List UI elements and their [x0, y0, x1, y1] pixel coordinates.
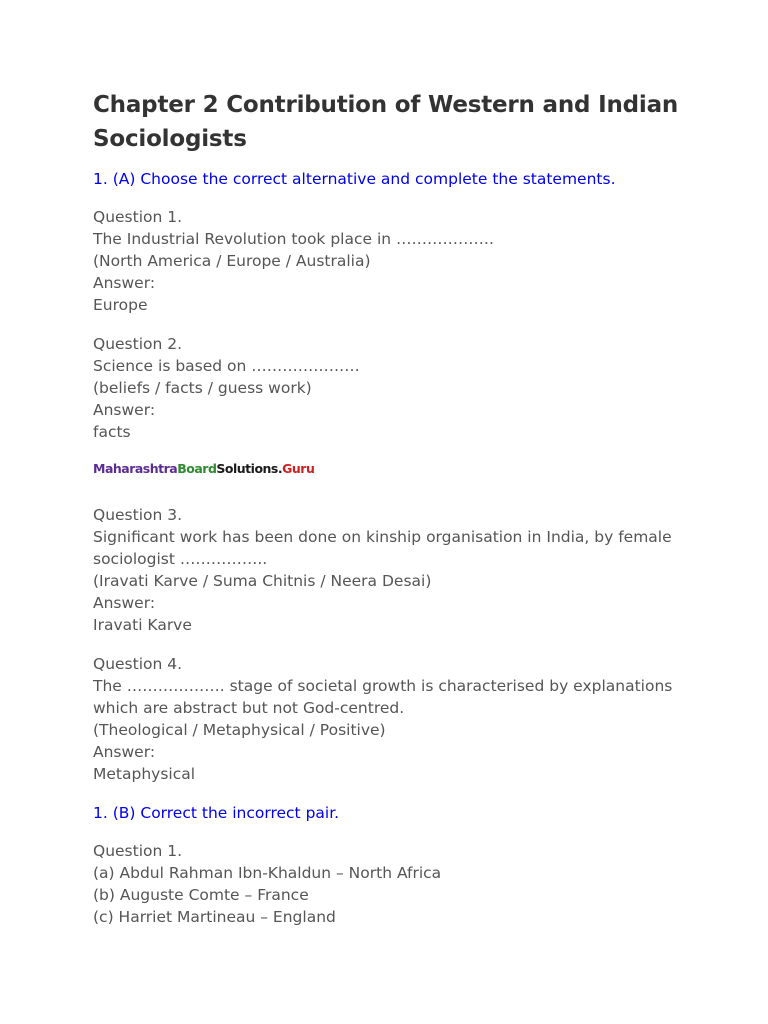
question-label: Question 2.: [93, 335, 183, 353]
question-options: (North America / Europe / Australia): [93, 252, 371, 270]
answer-text: Europe: [93, 296, 148, 314]
answer-text: Iravati Karve: [93, 616, 192, 634]
question-label: Question 1.: [93, 208, 183, 226]
question-label: Question 1.: [93, 842, 183, 860]
answer-label: Answer:: [93, 401, 156, 419]
question-block-b1: [93, 840, 693, 928]
question-text: Significant work has been done on kinship organisation in India, by female: [93, 528, 672, 546]
brand-logo: [93, 460, 693, 478]
question-label: Question 3.: [93, 506, 183, 524]
article: [93, 88, 693, 945]
pair-item: (b) Auguste Comte – France: [93, 886, 309, 904]
question-text: sociologist ……………..: [93, 550, 268, 568]
pair-item: (c) Harriet Martineau – England: [93, 908, 336, 926]
page-title: Chapter 2 Contribution of Western and Indian Sociologists: [93, 92, 679, 152]
question-options: (Theological / Metaphysical / Positive): [93, 721, 386, 739]
answer-text: facts: [93, 423, 131, 441]
question-label: Question 4.: [93, 655, 183, 673]
pair-item: (a) Abdul Rahman Ibn-Khaldun – North Africa: [93, 864, 442, 882]
brand-part-guru: Guru: [282, 461, 315, 476]
question-text: Science is based on …………………: [93, 357, 360, 375]
brand-part-maharashtra: Maharashtra: [93, 461, 178, 476]
section-a-heading: 1. (A) Choose the correct alternative and complete the statements.: [93, 170, 616, 188]
answer-label: Answer:: [93, 743, 156, 761]
question-block-2: [93, 333, 693, 443]
answer-label: Answer:: [93, 594, 156, 612]
brand-part-solutions: Solutions.: [216, 461, 283, 476]
question-block-1: [93, 206, 693, 316]
question-text: which are abstract but not God-centred.: [93, 699, 405, 717]
answer-label: Answer:: [93, 274, 156, 292]
question-options: (beliefs / facts / guess work): [93, 379, 312, 397]
question-block-3: [93, 504, 693, 636]
question-text: The ………………. stage of societal growth is characterised by explanations: [93, 677, 673, 695]
question-text: The Industrial Revolution took place in ……………….: [93, 230, 494, 248]
question-options: (Iravati Karve / Suma Chitnis / Neera Desai): [93, 572, 432, 590]
section-b-heading: 1. (B) Correct the incorrect pair.: [93, 804, 340, 822]
answer-text: Metaphysical: [93, 765, 196, 783]
brand-part-board: Board: [177, 461, 217, 476]
question-block-4: [93, 653, 693, 785]
